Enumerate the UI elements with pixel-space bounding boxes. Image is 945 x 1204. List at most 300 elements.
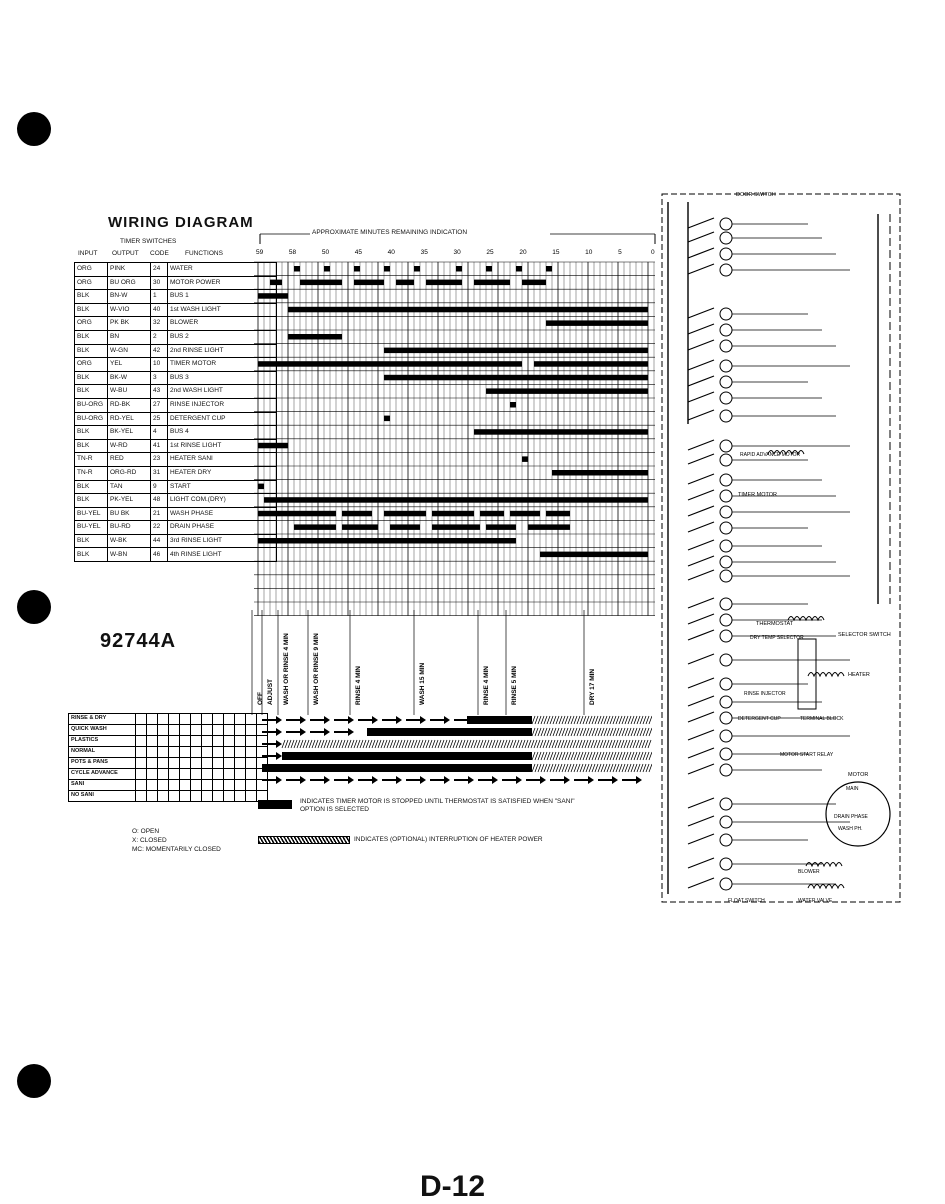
heater-interrupt-hatch bbox=[483, 740, 486, 748]
switch-output-cell: W-BU bbox=[108, 385, 151, 399]
heater-interrupt-hatch bbox=[550, 764, 553, 772]
heater-interrupt-hatch bbox=[462, 740, 465, 748]
cycle-state-cell bbox=[136, 714, 147, 725]
terminal-node bbox=[720, 556, 732, 568]
timer-switch-contact bbox=[688, 474, 714, 484]
heater-interrupt-hatch bbox=[537, 740, 540, 748]
heater-interrupt-hatch bbox=[309, 740, 312, 748]
switch-closed-bar bbox=[546, 266, 552, 272]
heater-interrupt-hatch bbox=[351, 740, 354, 748]
switch-code-cell: 23 bbox=[151, 453, 168, 467]
heater-interrupt-hatch bbox=[577, 728, 580, 736]
switch-table bbox=[74, 262, 277, 562]
cycle-state-cell bbox=[202, 758, 213, 769]
heater-interrupt-hatch bbox=[589, 764, 592, 772]
cycle-state-cell bbox=[213, 780, 224, 791]
heater-interrupt-hatch bbox=[559, 764, 562, 772]
cycle-advance-arrow bbox=[286, 776, 306, 784]
blower-coil bbox=[806, 863, 842, 867]
heater-interrupt-hatch bbox=[321, 740, 324, 748]
cycle-advance-arrow bbox=[334, 728, 354, 736]
minute-tick-label: 10 bbox=[585, 249, 593, 256]
heater-interrupt-hatch bbox=[646, 728, 649, 736]
cycle-advance-arrow bbox=[406, 716, 426, 724]
switch-closed-bar bbox=[258, 443, 288, 449]
heater-interrupt-hatch bbox=[592, 716, 595, 724]
heater-interrupt-hatch bbox=[562, 728, 565, 736]
switch-closed-bar bbox=[384, 266, 390, 272]
minute-tick-label: 35 bbox=[420, 249, 428, 256]
cycle-state-cell bbox=[213, 769, 224, 780]
cycle-state-cell bbox=[235, 791, 246, 802]
heater-interrupt-hatch bbox=[429, 740, 432, 748]
heater-interrupt-hatch bbox=[607, 728, 610, 736]
heater-interrupt-hatch bbox=[631, 764, 634, 772]
heater-interrupt-hatch bbox=[541, 752, 544, 760]
cycle-state-cell bbox=[224, 791, 235, 802]
heater-interrupt-hatch bbox=[583, 716, 586, 724]
cycle-state-cell bbox=[158, 791, 169, 802]
heater-interrupt-hatch bbox=[544, 752, 547, 760]
cycle-advance-arrow bbox=[382, 716, 402, 724]
switch-row bbox=[75, 412, 277, 426]
heater-interrupt-hatch bbox=[628, 752, 631, 760]
heater-interrupt-hatch bbox=[579, 740, 582, 748]
col-input-header: INPUT bbox=[78, 250, 98, 257]
cycle-state-cell bbox=[213, 725, 224, 736]
switch-closed-bar bbox=[426, 280, 462, 286]
cycle-advance-arrow bbox=[310, 776, 330, 784]
minute-tick-label: 30 bbox=[453, 249, 461, 256]
cycle-row bbox=[69, 747, 268, 758]
cycle-state-cell bbox=[224, 714, 235, 725]
cycle-state-cell bbox=[136, 747, 147, 758]
water-valve-coil bbox=[808, 885, 844, 889]
switch-closed-bar bbox=[354, 266, 360, 272]
timer-motor-label: TIMER MOTOR bbox=[738, 492, 778, 498]
wash-ph-label: WASH PH. bbox=[838, 826, 863, 832]
switch-output-cell: BN-W bbox=[108, 290, 151, 304]
heater-interrupt-hatch bbox=[546, 740, 549, 748]
switch-closed-bar bbox=[294, 266, 300, 272]
switch-closed-bar bbox=[264, 497, 648, 503]
terminal-node bbox=[720, 440, 732, 452]
switch-code-cell: 42 bbox=[151, 344, 168, 358]
switch-closed-bar bbox=[540, 552, 648, 558]
switch-row bbox=[75, 521, 277, 535]
heater-interrupt-hatch bbox=[591, 740, 594, 748]
heater-interrupt-hatch bbox=[435, 740, 438, 748]
cycle-state-cell bbox=[169, 758, 180, 769]
heater-interrupt-hatch bbox=[643, 728, 646, 736]
heater-interrupt-hatch bbox=[535, 752, 538, 760]
switch-row bbox=[75, 439, 277, 453]
heater-interrupt-hatch bbox=[628, 728, 631, 736]
heater-interrupt-hatch bbox=[423, 740, 426, 748]
heater-interrupt-hatch bbox=[535, 716, 538, 724]
heater-interrupt-hatch bbox=[574, 764, 577, 772]
heater-interrupt-hatch bbox=[501, 740, 504, 748]
heater-interrupt-hatch bbox=[622, 764, 625, 772]
terminal-node bbox=[720, 654, 732, 666]
heater-interrupt-hatch bbox=[634, 764, 637, 772]
heater-interrupt-hatch bbox=[507, 740, 510, 748]
heater-interrupt-hatch bbox=[628, 716, 631, 724]
cycle-state-cell bbox=[136, 791, 147, 802]
heater-interrupt-hatch bbox=[616, 752, 619, 760]
cycle-advance-arrow bbox=[262, 740, 282, 748]
heater-interrupt-hatch bbox=[360, 740, 363, 748]
switch-closed-bar bbox=[384, 416, 390, 422]
cycle-state-cell bbox=[191, 769, 202, 780]
heater-interrupt-hatch bbox=[555, 740, 558, 748]
switch-row bbox=[75, 548, 277, 562]
terminal-node bbox=[720, 264, 732, 276]
switch-code-cell: 10 bbox=[151, 358, 168, 372]
heater-interrupt-hatch bbox=[595, 764, 598, 772]
terminal-node bbox=[720, 360, 732, 372]
heater-interrupt-hatch bbox=[411, 740, 414, 748]
heater-interrupt-hatch bbox=[565, 764, 568, 772]
terminal-node bbox=[720, 506, 732, 518]
cycle-state-cell bbox=[202, 736, 213, 747]
page-number: D-12 bbox=[420, 1170, 486, 1203]
switch-input-cell: BLK bbox=[75, 330, 108, 344]
heater-interrupt-hatch bbox=[625, 716, 628, 724]
heater-interrupt-hatch bbox=[571, 728, 574, 736]
heater-interrupt-hatch bbox=[378, 740, 381, 748]
heater-interrupt-hatch bbox=[568, 716, 571, 724]
legend-open: O: OPEN bbox=[132, 828, 160, 835]
heater-interrupt-hatch bbox=[582, 740, 585, 748]
heater-interrupt-hatch bbox=[633, 740, 636, 748]
heater-interrupt-hatch bbox=[372, 740, 375, 748]
heater-interrupt-hatch bbox=[405, 740, 408, 748]
cycle-advance-arrow bbox=[286, 728, 306, 736]
cycle-state-cell bbox=[136, 780, 147, 791]
cycle-state-cell bbox=[191, 736, 202, 747]
heater-interrupt-hatch bbox=[345, 740, 348, 748]
switch-closed-bar bbox=[510, 402, 516, 408]
switch-function-cell: START bbox=[168, 480, 277, 494]
heater-interrupt-hatch bbox=[535, 764, 538, 772]
heater-interrupt-hatch bbox=[610, 764, 613, 772]
heater-interrupt-hatch bbox=[648, 740, 651, 748]
heater-interrupt-hatch bbox=[544, 764, 547, 772]
phase-label: RINSE 5 MIN bbox=[511, 665, 518, 705]
timer-switch-contact bbox=[688, 410, 714, 420]
heater-interrupt-hatch bbox=[615, 740, 618, 748]
detergent-cup-label: DETERGENT CUP bbox=[738, 716, 781, 722]
phase-label: RINSE 4 MIN bbox=[355, 665, 362, 705]
heater-interrupt-hatch bbox=[628, 764, 631, 772]
terminal-node bbox=[720, 630, 732, 642]
cycle-state-cell bbox=[147, 791, 158, 802]
switch-closed-bar bbox=[456, 266, 462, 272]
timer-switches-label: TIMER SWITCHES bbox=[120, 238, 177, 245]
heater-interrupt-hatch bbox=[565, 716, 568, 724]
switch-closed-bar bbox=[390, 524, 420, 530]
terminal-node bbox=[720, 248, 732, 260]
heater-interrupt-hatch bbox=[541, 716, 544, 724]
timer-switch-contact bbox=[688, 834, 714, 844]
switch-closed-bar bbox=[474, 280, 510, 286]
heater-interrupt-hatch bbox=[637, 716, 640, 724]
heater-interrupt-hatch bbox=[577, 752, 580, 760]
terminal-node bbox=[720, 598, 732, 610]
heater-interrupt-hatch bbox=[357, 740, 360, 748]
model-number: 92744A bbox=[100, 630, 177, 652]
terminal-node bbox=[720, 764, 732, 776]
heater-interrupt-hatch bbox=[585, 740, 588, 748]
terminal-node bbox=[720, 798, 732, 810]
heater-interrupt-hatch bbox=[604, 716, 607, 724]
cycle-state-cell bbox=[224, 736, 235, 747]
switch-closed-bar bbox=[486, 266, 492, 272]
heater-interrupt-hatch bbox=[354, 740, 357, 748]
switch-code-cell: 21 bbox=[151, 507, 168, 521]
door-switch-label: DOOR SWITCH bbox=[736, 192, 776, 198]
heater-interrupt-hatch bbox=[598, 752, 601, 760]
heater-interrupt-hatch bbox=[610, 752, 613, 760]
heater-interrupt-hatch bbox=[571, 752, 574, 760]
heater-interrupt-hatch bbox=[369, 740, 372, 748]
switch-code-cell: 2 bbox=[151, 330, 168, 344]
switch-closed-bar bbox=[546, 511, 570, 517]
switch-input-cell: BLK bbox=[75, 344, 108, 358]
heater-element bbox=[808, 673, 844, 677]
switch-output-cell: W-BN bbox=[108, 548, 151, 562]
heater-interrupt-hatch bbox=[516, 740, 519, 748]
heater-interrupt-hatch bbox=[580, 752, 583, 760]
switch-closed-bar bbox=[258, 538, 516, 544]
cycle-state-cell bbox=[180, 736, 191, 747]
switch-row bbox=[75, 358, 277, 372]
cycle-advance-arrow bbox=[598, 776, 618, 784]
heater-interrupt-hatch bbox=[565, 728, 568, 736]
heater-interrupt-hatch bbox=[592, 752, 595, 760]
switch-function-cell: 2nd WASH LIGHT bbox=[168, 385, 277, 399]
cycle-state-cell bbox=[202, 769, 213, 780]
heater-interrupt-hatch bbox=[300, 740, 303, 748]
cycle-state-cell bbox=[180, 780, 191, 791]
heater-interrupt-hatch bbox=[318, 740, 321, 748]
timer-switch-contact bbox=[688, 392, 714, 402]
heater-interrupt-hatch bbox=[607, 716, 610, 724]
cycle-state-cell bbox=[180, 769, 191, 780]
cycle-row bbox=[69, 780, 268, 791]
minute-tick-label: 40 bbox=[387, 249, 395, 256]
cycle-state-cell bbox=[147, 725, 158, 736]
heater-interrupt-hatch bbox=[583, 752, 586, 760]
switch-output-cell: W-BK bbox=[108, 534, 151, 548]
heater-interrupt-hatch bbox=[649, 752, 652, 760]
timer-switch-contact bbox=[688, 678, 714, 688]
cycle-state-cell bbox=[235, 714, 246, 725]
switch-input-cell: BLK bbox=[75, 385, 108, 399]
cycle-state-cell bbox=[147, 780, 158, 791]
heater-interrupt-hatch bbox=[637, 764, 640, 772]
phase-label: RINSE 4 MIN bbox=[483, 665, 490, 705]
cycle-state-cell bbox=[224, 747, 235, 758]
heater-interrupt-hatch bbox=[589, 752, 592, 760]
heater-interrupt-hatch bbox=[556, 716, 559, 724]
heater-interrupt-hatch bbox=[553, 728, 556, 736]
heater-interrupt-hatch bbox=[303, 740, 306, 748]
heater-interrupt-hatch bbox=[601, 764, 604, 772]
cycle-advance-arrow bbox=[310, 728, 330, 736]
switch-code-cell: 31 bbox=[151, 466, 168, 480]
switch-output-cell: BU-RD bbox=[108, 521, 151, 535]
switch-code-cell: 43 bbox=[151, 385, 168, 399]
heater-interrupt-hatch bbox=[562, 752, 565, 760]
heater-interrupt-hatch bbox=[598, 728, 601, 736]
switch-closed-bar bbox=[432, 524, 480, 530]
cycle-name-cell: NO SANI bbox=[69, 791, 136, 802]
cycle-state-cell bbox=[235, 725, 246, 736]
switch-function-cell: TIMER MOTOR bbox=[168, 358, 277, 372]
switch-function-cell: BUS 3 bbox=[168, 371, 277, 385]
switch-output-cell: PK BK bbox=[108, 317, 151, 331]
switch-closed-bar bbox=[300, 280, 342, 286]
switch-output-cell: PINK bbox=[108, 263, 151, 277]
switch-input-cell: ORG bbox=[75, 276, 108, 290]
switch-code-cell: 41 bbox=[151, 439, 168, 453]
switch-input-cell: BLK bbox=[75, 439, 108, 453]
cycle-state-cell bbox=[147, 714, 158, 725]
heater-interrupt-hatch bbox=[375, 740, 378, 748]
switch-closed-bar bbox=[534, 361, 648, 367]
heater-interrupt-hatch bbox=[288, 740, 291, 748]
switch-closed-bar bbox=[258, 511, 300, 517]
heater-interrupt-hatch bbox=[601, 752, 604, 760]
heater-interrupt-hatch bbox=[339, 740, 342, 748]
switch-function-cell: 1st WASH LIGHT bbox=[168, 303, 277, 317]
minute-tick-label: 0 bbox=[651, 249, 655, 256]
terminal-node bbox=[720, 816, 732, 828]
heater-interrupt-hatch bbox=[562, 716, 565, 724]
cycle-state-cell bbox=[169, 747, 180, 758]
diagram-title: WIRING DIAGRAM bbox=[108, 214, 254, 231]
heater-interrupt-hatch bbox=[312, 740, 315, 748]
heater-interrupt-hatch bbox=[574, 752, 577, 760]
timer-switch-contact bbox=[688, 308, 714, 318]
cycle-advance-arrow bbox=[262, 752, 282, 760]
heater-interrupt-hatch bbox=[562, 764, 565, 772]
cycle-advance-arrow bbox=[622, 776, 642, 784]
heater-interrupt-hatch bbox=[612, 740, 615, 748]
cycle-state-cell bbox=[224, 780, 235, 791]
switch-row bbox=[75, 494, 277, 508]
switch-function-cell: DRAIN PHASE bbox=[168, 521, 277, 535]
switch-code-cell: 30 bbox=[151, 276, 168, 290]
heater-interrupt-hatch bbox=[538, 728, 541, 736]
heater-interrupt-hatch bbox=[544, 716, 547, 724]
heater-interrupt-hatch bbox=[634, 728, 637, 736]
switch-code-cell: 1 bbox=[151, 290, 168, 304]
heater-interrupt-hatch bbox=[592, 764, 595, 772]
heater-interrupt-hatch bbox=[366, 740, 369, 748]
cycle-advance-arrow bbox=[526, 776, 546, 784]
cycle-state-cell bbox=[202, 780, 213, 791]
cycle-state-cell bbox=[169, 714, 180, 725]
terminal-node bbox=[720, 540, 732, 552]
heater-interrupt-hatch bbox=[610, 728, 613, 736]
heater-interrupt-hatch bbox=[631, 752, 634, 760]
cycle-state-cell bbox=[213, 791, 224, 802]
heater-interrupt-hatch bbox=[549, 740, 552, 748]
drain-phase-label: DRAIN PHASE bbox=[834, 814, 868, 820]
terminal-node bbox=[720, 218, 732, 230]
heater-interrupt-hatch bbox=[550, 716, 553, 724]
thermostat-coil bbox=[788, 617, 824, 621]
cycle-advance-arrow bbox=[502, 776, 522, 784]
cycle-state-cell bbox=[169, 736, 180, 747]
cycle-advance-arrow bbox=[454, 776, 474, 784]
switch-row bbox=[75, 398, 277, 412]
heater-interrupt-hatch bbox=[573, 740, 576, 748]
cycle-state-cell bbox=[180, 791, 191, 802]
heater-interrupt-hatch bbox=[574, 716, 577, 724]
terminal-node bbox=[720, 712, 732, 724]
heater-interrupt-hatch bbox=[438, 740, 441, 748]
heater-interrupt-hatch bbox=[571, 764, 574, 772]
switch-function-cell: BUS 1 bbox=[168, 290, 277, 304]
terminal-node bbox=[720, 678, 732, 690]
heater-interrupt-hatch bbox=[627, 740, 630, 748]
minutes-remaining-label: APPROXIMATE MINUTES REMAINING INDICATION bbox=[312, 229, 468, 236]
heater-interrupt-hatch bbox=[583, 764, 586, 772]
timer-switch-contact bbox=[688, 764, 714, 774]
cycle-row bbox=[69, 758, 268, 769]
heater-interrupt-hatch bbox=[586, 752, 589, 760]
heater-interrupt-hatch bbox=[531, 740, 534, 748]
heater-interrupt-hatch bbox=[604, 728, 607, 736]
switch-closed-bar bbox=[486, 388, 648, 394]
minute-tick-label: 25 bbox=[486, 249, 494, 256]
heater-interrupt-hatch bbox=[492, 740, 495, 748]
switch-closed-bar bbox=[546, 320, 648, 326]
heater-interrupt-hatch bbox=[603, 740, 606, 748]
cycle-state-cell bbox=[202, 791, 213, 802]
switch-function-cell: HEATER SANI bbox=[168, 453, 277, 467]
terminal-node bbox=[720, 410, 732, 422]
switch-output-cell: W-VIO bbox=[108, 303, 151, 317]
cycle-advance-arrow bbox=[358, 716, 378, 724]
heater-interrupt-hatch bbox=[315, 740, 318, 748]
heater-interrupt-hatch bbox=[408, 740, 411, 748]
switch-code-cell: 44 bbox=[151, 534, 168, 548]
heater-interrupt-hatch bbox=[547, 728, 550, 736]
heater-interrupt-hatch bbox=[577, 764, 580, 772]
timer-switch-contact bbox=[688, 248, 714, 258]
heater-interrupt-hatch bbox=[384, 740, 387, 748]
heater-interrupt-hatch bbox=[586, 764, 589, 772]
cycle-name-cell: NORMAL bbox=[69, 747, 136, 758]
switch-function-cell: 4th RINSE LIGHT bbox=[168, 548, 277, 562]
heater-interrupt-hatch bbox=[541, 764, 544, 772]
cycle-state-cell bbox=[202, 714, 213, 725]
heater-interrupt-hatch bbox=[643, 764, 646, 772]
switch-function-cell: BUS 4 bbox=[168, 426, 277, 440]
thermostat-hold-bar bbox=[367, 728, 532, 736]
cycle-state-cell bbox=[180, 714, 191, 725]
cycle-advance-arrow bbox=[334, 716, 354, 724]
switch-output-cell: BN bbox=[108, 330, 151, 344]
binder-hole-bottom bbox=[17, 1064, 51, 1098]
heater-interrupt-hatch bbox=[571, 716, 574, 724]
terminal-node bbox=[720, 748, 732, 760]
